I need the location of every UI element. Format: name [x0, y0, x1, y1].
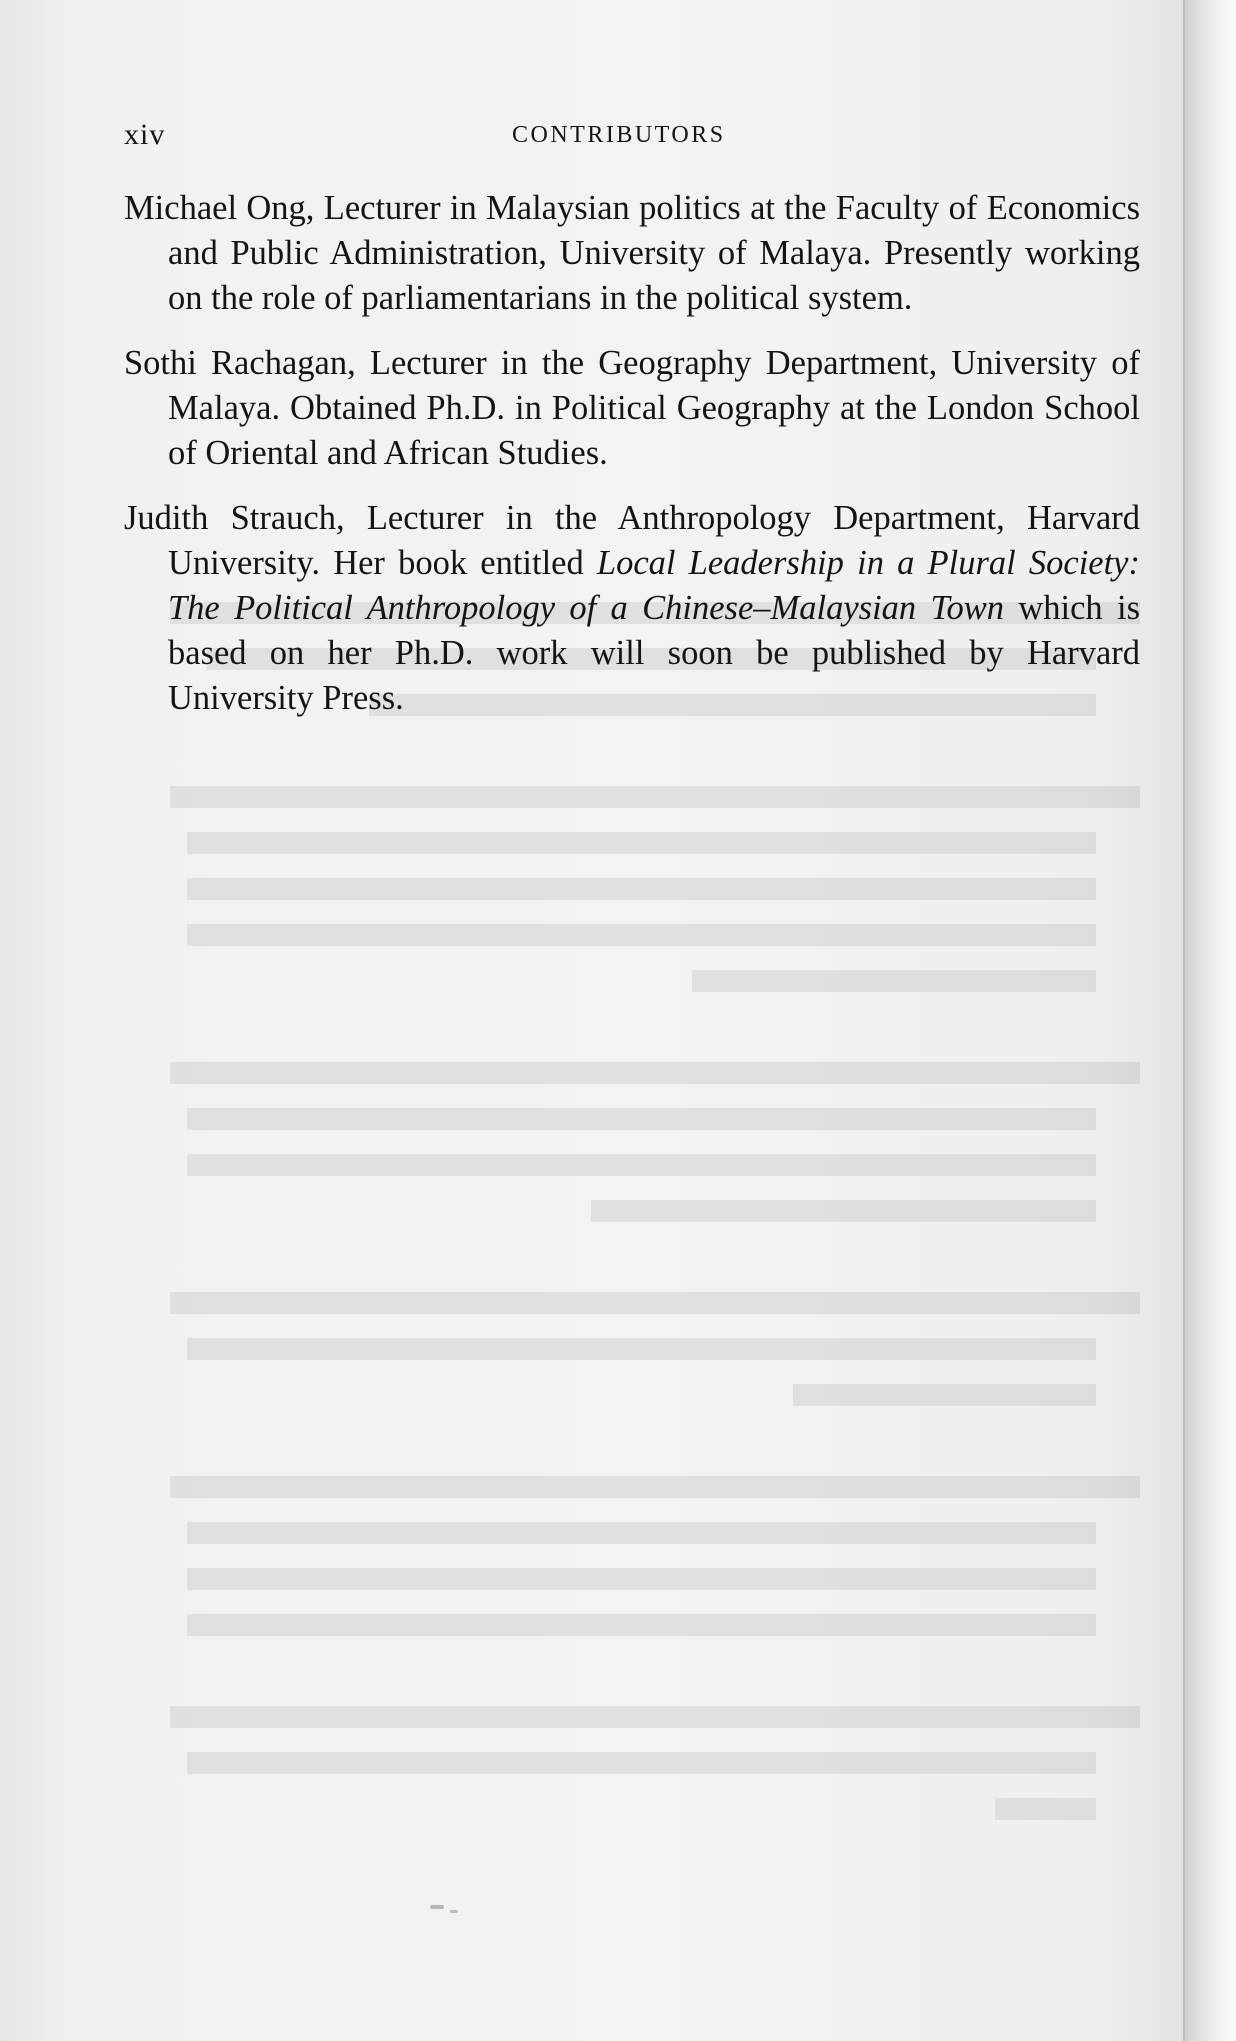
contributor-entry-michael-ong: Michael Ong, Lecturer in Malaysian politics at the Faculty of Economics and Public Administration, University of Malaya. Presently working on the role of parliamentarians in the political system. — [124, 189, 1140, 317]
book-title: Local Leadership in a Plural Society: The Political Anthropology of a Chinese–Malaysian Town — [168, 544, 1140, 627]
contributors-list — [124, 186, 1140, 741]
contributor-entry-judith-strauch — [124, 496, 1140, 721]
running-head-title: CONTRIBUTORS — [512, 122, 726, 148]
page-edge-shadow — [1185, 0, 1236, 2041]
entry-text-after-title: which is based on her Ph.D. work will soon be published by Harvard University Press. — [168, 589, 1140, 717]
entry-text-before-title: Judith Strauch, Lecturer in the Anthropology Department, Harvard University. Her book entitled — [124, 499, 1140, 582]
paper-speck — [430, 1905, 444, 1909]
paper-speck — [450, 1910, 458, 1913]
running-head — [124, 118, 1124, 158]
contributor-entry-sothi-rachagan: Sothi Rachagan, Lecturer in the Geography Department, University of Malaya. Obtained Ph.D. in Political Geography at the London School of Oriental and African Studies. — [124, 344, 1140, 472]
page-number: xiv — [124, 118, 166, 151]
